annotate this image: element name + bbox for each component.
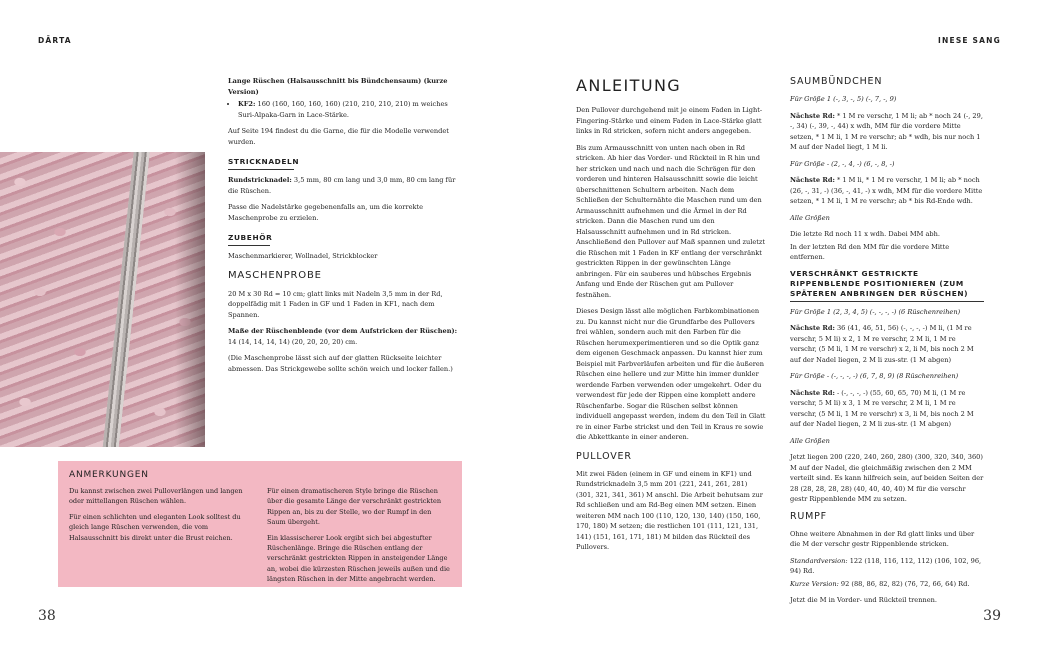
rib-size-2: Für Größe - (-, -, -, -) (6, 7, 8, 9) (8 Rüschenreihen) (790, 372, 959, 380)
round-text: * 1 M li, * 1 M re verschr, 1 M li; ab * noch (26, -, 31, -) (36, -, 41, -) x wdh, MM für die vordere Mitte setzen, * 1 M li, 1 M re verschr; ab * bis Rd-Ende wdh. (790, 176, 983, 205)
ruffle-value: 14 (14, 14, 14, 14) (20, 20, 20, 20) cm. (228, 337, 358, 346)
needles-text (228, 175, 464, 196)
hem-all-text-1: Die letzte Rd noch 11 x wdh. Dabei MM abh. (790, 230, 940, 238)
kf2-label: KF2: (238, 100, 256, 108)
notions-text: Maschenmarkierer, Wollnadel, Strickblocker (228, 252, 378, 260)
page-number-left: 38 (38, 608, 56, 624)
running-head-left: DĀRTA (38, 36, 72, 45)
hem-all-text-2: In der letzten Rd den MM für die vordere Mitte entfernen. (790, 242, 950, 261)
yarn-kf2 (238, 99, 464, 120)
needles-value: 3,5 mm, 80 cm lang und 3,0 mm, 80 cm lang für die Rüschen. (228, 176, 456, 195)
body-text-1: Ohne weitere Abnahmen in der Rd glatt links und über die M der verschr gestr Rippenblende stricken. (790, 529, 975, 548)
gauge-text: 20 M x 30 Rd = 10 cm; glatt links mit Nadeln 3,5 mm in der Rd, doppelfädig mit 1 Faden in GF und 1 Faden in KF1, nach dem Spannen. (228, 289, 443, 319)
notes-paragraph: Ein klassischerer Look ergibt sich bei abgestufter Rüschenlänge. Bringe die Rüschen entlang der verschränkt gestrickten Rippen in ansteigender Länge an, wobei die kürzesten Rüschen jeweils außen und die längsten Rüschen in der Mitte angebracht werden. (267, 533, 450, 584)
rib-all-sizes: Alle Größen (790, 436, 830, 445)
standard-version (790, 556, 984, 577)
ruffle-label: Maße der Rüschenblende (vor dem Aufstricken der Rüschen): (228, 327, 458, 335)
hem-heading: SAUMBÜNDCHEN (790, 76, 883, 87)
hem-round-1 (790, 111, 984, 153)
hem-size-1: Für Größe 1 (-, 3, -, 5) (-, 7, -, 9) (790, 95, 897, 103)
notes-paragraph: Für einen dramatischeren Style bringe die Rüschen über die gesamte Länge der verschränkt gestrickten Rippen an, bis zu der Stelle, wo der Rumpf in den Saum übergeht. (267, 487, 441, 527)
materials-column (228, 76, 464, 380)
short-label: Kurze Version: (790, 579, 839, 588)
gauge-heading: MASCHENPROBE (228, 269, 322, 281)
rib-heading: VERSCHRÄNKT GESTRICKTE RIPPENBLENDE POSITIONIEREN (ZUM SPÄTEREN ANBRINGEN DER RÜSCHEN) (790, 269, 984, 302)
running-head-right: INESE SANG (938, 36, 1001, 45)
notes-heading: ANMERKUNGEN (69, 470, 149, 480)
instructions-paragraph: Den Pullover durchgehend mit je einem Faden in Light-Fingering-Stärke und einem Faden in Lace-Stärke glatt links in Rd stricken, sofern nicht anders angegeben. (576, 106, 763, 135)
notions-heading: ZUBEHÖR (228, 233, 270, 246)
kf2-text: 160 (160, 160, 160, 160) (210, 210, 210, 210) m weiches Suri-Alpaka-Garn in Lace-Stärke. (238, 100, 448, 119)
rib-size-1: Für Größe 1 (2, 3, 4, 5) (-, -, -, -) (6 Rüschenreihen) (790, 307, 961, 316)
instructions-title: ANLEITUNG (576, 76, 682, 95)
round-text: 36 (41, 46, 51, 56) (-, -, -, -) M li, (1 M re verschr, 5 M li) x 2, 1 M re verschr, 2 M li, 1 M re verschr, (5 M li, 1 M re verschr) x 2, li M, bis noch 2 M auf der Nadel liegen, 2 M li zus-str. (1 M abgen) (790, 324, 974, 364)
rib-round-1 (790, 323, 984, 365)
short-version (790, 579, 984, 590)
round-text: - (-, -, -, -) (55, 60, 65, 70) M li, (1 M re verschr, 5 M li) x 3, 1 M re verschr, 2 M li, 1 M re verschr, (5 M li, 1 M re verschr) x 3, li M, bis noch 2 M auf der Nadel liegen, 2 M li zus-str. (1 M abgen) (790, 388, 974, 428)
page-number-right: 39 (983, 608, 1001, 624)
photo-shade (175, 152, 205, 447)
rib-all-text: Jetzt liegen 200 (220, 240, 260, 280) (300, 320, 340, 360) M auf der Nadel, die gleichmäßig zwischen den 2 MM verteilt sind. Es kann hilfreich sein, auf beiden Seiten der 28 (28, 28, 28, 28) (40, 40, 40, 40) M für die verschr gestr Rippenblende MM zu setzen. (790, 453, 984, 503)
round-label: Nächste Rd: (790, 111, 835, 120)
ruffle-measure (228, 326, 464, 347)
needles-label: Rundstricknadel: (228, 176, 292, 184)
hem-round-2 (790, 175, 984, 207)
yarn-list (228, 99, 464, 120)
gauge-note: (Die Maschenprobe lässt sich auf der glatten Rückseite leichter abmessen. Das Strickgewebe sollte schön weich und locker fallen.) (228, 354, 453, 373)
yarn-note: Auf Seite 194 findest du die Garne, die für die Modelle verwendet wurden. (228, 127, 449, 146)
intro-title: Lange Rüschen (Halsausschnitt bis Bündchensaum) (kurze Version) (228, 77, 448, 96)
round-label: Nächste Rd: (790, 324, 835, 332)
needles-note: Passe die Nadelstärke gegebenenfalls an, um die korrekte Maschenprobe zu erzielen. (228, 203, 424, 222)
pullover-paragraph: Mit zwei Fäden (einem in GF und einem in KF1) und Rundstricknadeln 3,5 mm 201 (221, 241, 261, 281) (301, 321, 341, 361) M anschl. Die Arbeit behutsam zur Rd schließen und am Rd-Beg einen MM setzen. Einen weiteren MM nach 100 (110, 120, 130, 140) (150, 160, 170, 180) M setzen; die restlichen 101 (111, 121, 131, 141) (151, 161, 171, 181) M bilden das Rückteil des Pullovers. (576, 469, 763, 551)
notes-paragraph: Du kannst zwischen zwei Pulloverlängen und langen oder mittellangen Rüschen wählen. (69, 487, 243, 506)
short-value: 92 (88, 86, 82, 82) (76, 72, 66, 64) Rd. (838, 579, 970, 588)
notes-column-1 (69, 486, 253, 590)
notes-column-2 (267, 486, 451, 590)
instructions-paragraph: Bis zum Armausschnitt von unten nach oben in Rd stricken. Ab hier das Vorder- und Rückteil in R hin und her stricken und nach und nach die Schrägen für den vorderen und hinteren Halsausschnitt sowie die leicht überschnittenen Schultern arbeiten. Nach dem Schließen der Schulternähte die Maschen rund um den Armausschnitt aufnehmen und die Ärmel in der Rd stricken. Dann die Maschen rund um den Halsausschnitt aufnehmen und in Rd stricken. Anschließend den Pullover auf Maß spannen und zuletzt die Rüschen mit 1 Faden in KF entlang der verschränkt gestrickten Rippen in der gewünschten Länge anbringen. Für ein sauberes und hübsches Ergebnis Anfang und Ende der Rüschen gut am Pullover festnähen. (576, 143, 766, 299)
sweater-photo (0, 152, 205, 447)
notes-paragraph: Für einen schlichten und eleganten Look solltest du gleich lange Rüschen verwenden, die vom Halsausschnitt bis direkt unter die Brust reichen. (69, 512, 241, 542)
round-text: * 1 M re verschr, 1 M li; ab * noch 24 (-, 29, -, 34) (-, 39, -, 44) x wdh, MM für die vordere Mitte setzen, * 1 M li, 1 M re verschr; ab * wdh, bis nur noch 1 M auf der Nadel liegt, 1 M li. (790, 111, 983, 151)
standard-value: 122 (118, 116, 112, 112) (106, 102, 96, 94) Rd. (790, 556, 982, 575)
pullover-heading: PULLOVER (576, 450, 632, 462)
instructions-column (576, 76, 766, 559)
round-label: Nächste Rd: (790, 176, 835, 184)
needles-heading: STRICKNADELN (228, 157, 294, 170)
photo-ridge (101, 152, 150, 447)
rib-round-2 (790, 388, 984, 430)
standard-label: Standardversion: (790, 556, 848, 565)
notes-box (58, 461, 462, 587)
pattern-column (790, 76, 984, 612)
round-label: Nächste Rd: (790, 388, 835, 397)
instructions-paragraph: Dieses Design lässt alle möglichen Farbkombinationen zu. Du kannst nicht nur die Grundfarbe des Pullovers frei wählen, sondern auch mit den Farben für die Rüschen herumexperimentieren und so die Optik ganz dem eigenen Geschmack anpassen. Du kannst hier zum Beispiel mit Farbverläufen arbeiten und für die äußeren Rüschen eine hellere und zur Mitte hin immer dunkler werdende Farben verwenden oder umgekehrt. Oder du verwendest für jede der Rippen eine komplett andere Rüschenfarbe. Sogar die Rüschen selbst können individuell angepasst werden, indem du den Teil in Glatt re in einer Farbe strickst und den Teil in Kraus re sowie die Abkettkante in einer anderen. (576, 307, 766, 441)
hem-size-2: Für Größe - (2, -, 4, -) (6, -, 8, -) (790, 159, 895, 168)
body-text-2: Jetzt die M in Vorder- und Rückteil trennen. (790, 596, 937, 604)
hem-all-sizes: Alle Größen (790, 213, 830, 222)
body-heading: RUMPF (790, 510, 827, 522)
